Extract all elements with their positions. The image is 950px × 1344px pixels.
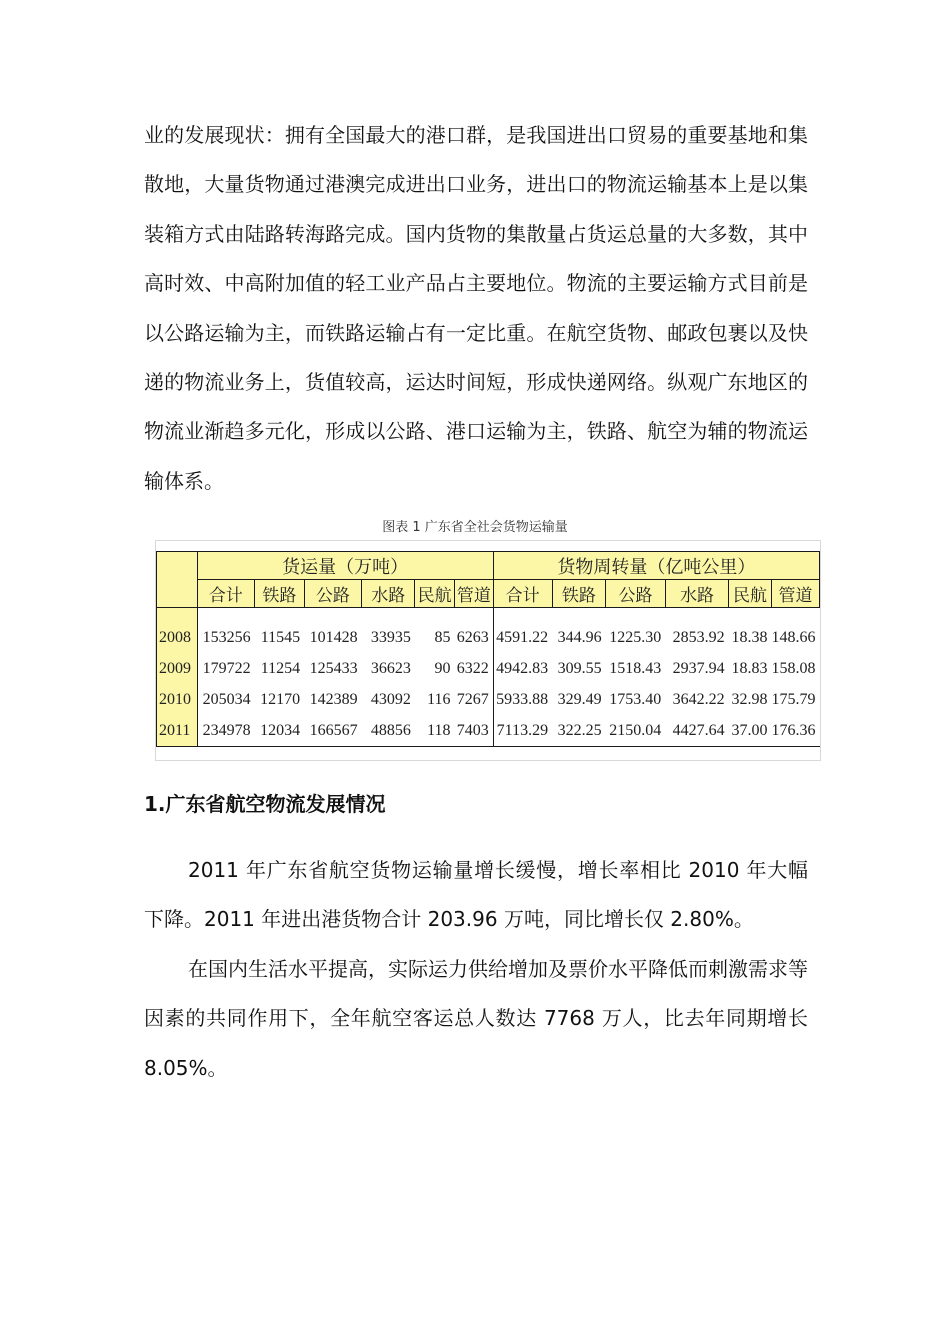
table-cell: 1225.30 — [609, 628, 662, 646]
table-cell: 7267 — [454, 684, 493, 715]
col-header: 合计 — [493, 580, 552, 608]
table-cell: 43092 — [370, 690, 411, 708]
table-cell: 4427.64 — [665, 715, 728, 747]
table-cell: 48856 — [362, 715, 415, 747]
table-cell: 5933.88 — [496, 690, 549, 708]
table-cell: 2150.04 — [606, 715, 666, 747]
figure-caption: 图表 1 广东省全社会货物运输量 — [382, 520, 568, 535]
group-header-turnover: 货物周转量（亿吨公里） — [493, 552, 819, 580]
table-cell: 18.38 — [731, 628, 768, 646]
col-header: 水路 — [665, 580, 728, 608]
air-cargo-paragraph: 2011 年广东省航空货物运输量增长缓慢，增长率相比 2010 年大幅下降。2011 年进出港货物合计 203.96 万吨，同比增长仅 2.80%。 — [144, 858, 808, 932]
col-header: 公路 — [304, 580, 362, 608]
table-cell: 6322 — [454, 653, 493, 684]
table-cell: 176.36 — [771, 715, 819, 747]
table-cell: 148.66 — [771, 628, 816, 646]
table-cell: 234978 — [197, 715, 255, 747]
freight-table-image — [155, 540, 821, 761]
table-cell: 37.00 — [729, 715, 772, 747]
col-header: 铁路 — [255, 580, 305, 608]
row-year: 2008 — [157, 622, 198, 653]
table-cell: 11545 — [260, 628, 301, 646]
table-cell: 12170 — [260, 690, 301, 708]
air-passenger-paragraph: 在国内生活水平提高，实际运力供给增加及票价水平降低而刺激需求等因素的共同作用下，全年航空客运总人数达 7768 万人，比去年同期增长 8.05%。 — [144, 957, 808, 1080]
table-cell: 1753.40 — [609, 690, 662, 708]
table-cell: 90 — [434, 659, 451, 677]
table-row — [157, 622, 820, 653]
table-cell: 309.55 — [557, 659, 602, 677]
col-header: 民航 — [729, 580, 772, 608]
table-cell: 11254 — [260, 659, 301, 677]
table-cell: 33935 — [370, 628, 411, 646]
table-cell: 32.98 — [731, 690, 768, 708]
table-cell: 12034 — [255, 715, 305, 747]
table-cell: 179722 — [202, 659, 251, 677]
table-cell: 118 — [415, 715, 455, 747]
row-year: 2010 — [157, 684, 198, 715]
table-cell: 7403 — [454, 715, 493, 747]
row-year: 2009 — [157, 653, 198, 684]
table-cell: 175.79 — [771, 690, 816, 708]
table-cell: 344.96 — [557, 628, 602, 646]
table-cell: 142389 — [309, 690, 358, 708]
freight-table — [156, 551, 820, 747]
table-cell: 205034 — [202, 690, 251, 708]
table-cell: 4942.83 — [496, 659, 549, 677]
table-cell: 6263 — [454, 622, 493, 653]
table-cell: 101428 — [309, 628, 358, 646]
table-cell: 85 — [434, 628, 451, 646]
col-header: 公路 — [606, 580, 666, 608]
table-row — [157, 653, 820, 684]
col-header: 管道 — [454, 580, 493, 608]
col-header: 合计 — [197, 580, 255, 608]
section-heading: 1.广东省航空物流发展情况 — [144, 792, 386, 816]
group-header-volume: 货运量（万吨） — [197, 552, 493, 580]
table-cell: 166567 — [304, 715, 362, 747]
table-cell: 1518.43 — [609, 659, 662, 677]
table-spacer-row — [157, 608, 820, 623]
table-corner-cell — [157, 552, 198, 608]
table-cell: 2853.92 — [672, 628, 725, 646]
table-cell: 36623 — [370, 659, 411, 677]
table-row — [157, 684, 820, 715]
table-cell: 329.49 — [557, 690, 602, 708]
col-header: 水路 — [362, 580, 415, 608]
table-cell: 18.83 — [731, 659, 768, 677]
table-row — [157, 715, 820, 747]
table-cell: 116 — [427, 690, 451, 708]
row-year: 2011 — [157, 715, 198, 747]
col-header: 铁路 — [552, 580, 606, 608]
table-cell: 153256 — [202, 628, 251, 646]
table-cell: 158.08 — [771, 659, 816, 677]
intro-paragraph: 业的发展现状：拥有全国最大的港口群，是我国进出口贸易的重要基地和集散地，大量货物通过港澳完成进出口业务，进出口的物流运输基本上是以集装箱方式由陆路转海路完成。国内货物的集散量占货运总量的大多数，其中高时效、中高附加值的轻工业产品占主要地位。物流的主要运输方式目前是以公路运输为主，而铁路运输占有一定比重。在航空货物、邮政包裹以及快递的物流业务上，货值较高，运达时间短，形成快递网络。纵观广东地区的物流业渐趋多元化，形成以公路、港口运输为主，铁路、航空为辅的物流运输体系。 — [144, 123, 808, 493]
table-cell: 4591.22 — [496, 628, 549, 646]
table-cell: 7113.29 — [493, 715, 552, 747]
table-cell: 2937.94 — [672, 659, 725, 677]
table-cell: 3642.22 — [672, 690, 725, 708]
col-header: 民航 — [415, 580, 455, 608]
col-header: 管道 — [771, 580, 819, 608]
table-cell: 125433 — [309, 659, 358, 677]
table-cell: 322.25 — [552, 715, 606, 747]
